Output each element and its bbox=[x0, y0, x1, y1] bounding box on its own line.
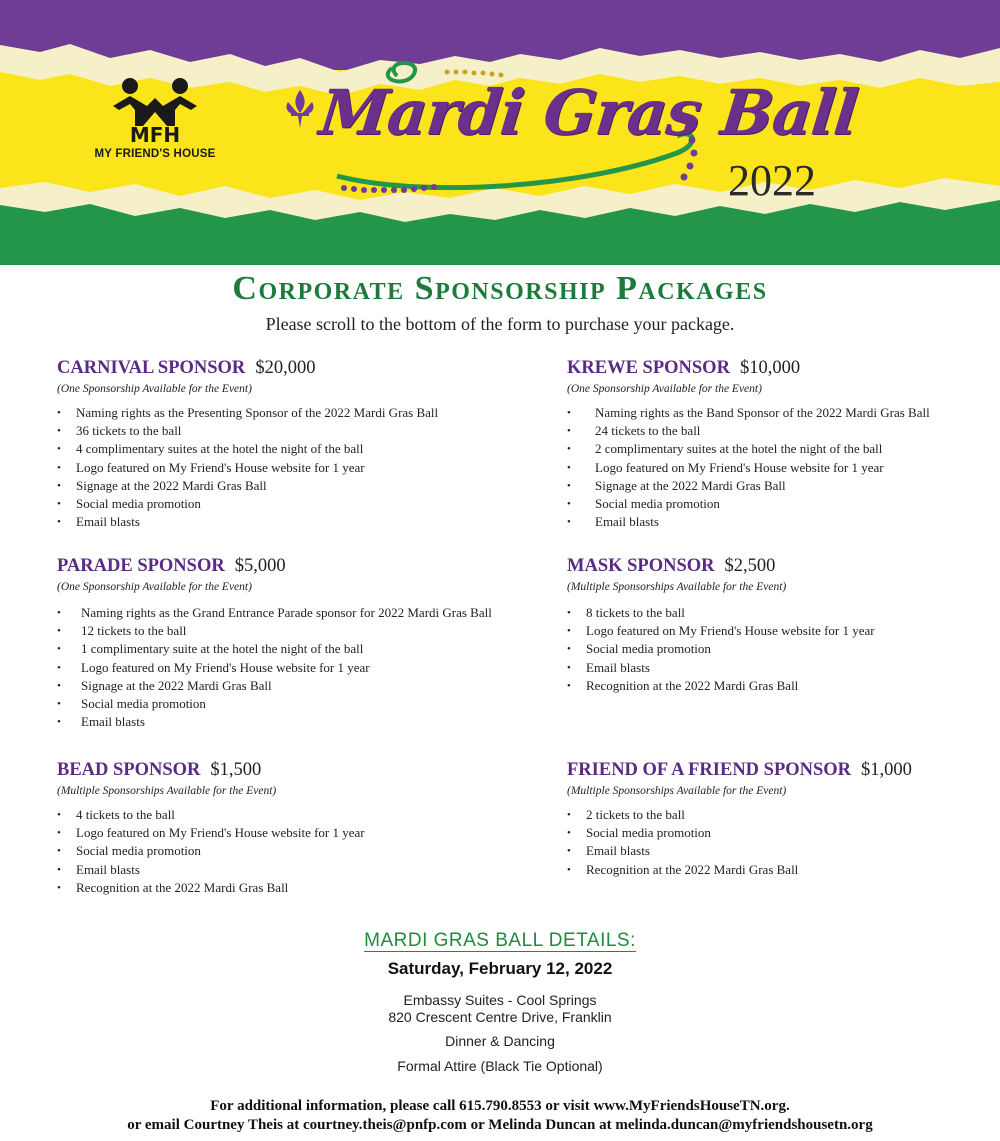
benefit-item: • Social media promotion bbox=[567, 824, 912, 842]
sponsor-name: FRIEND OF A FRIEND SPONSOR bbox=[567, 760, 852, 780]
benefit-item: • Email blasts bbox=[567, 842, 912, 860]
sponsor-parade bbox=[57, 555, 492, 731]
sponsor-price: $2,500 bbox=[724, 556, 776, 576]
benefit-item: • Email blasts bbox=[567, 659, 875, 677]
sponsor-price: $10,000 bbox=[739, 358, 801, 378]
sponsor-name: PARADE SPONSOR bbox=[57, 556, 225, 576]
my-friends-house-logo bbox=[80, 76, 230, 166]
benefit-item: • 24 tickets to the ball bbox=[567, 422, 930, 440]
event-title: Mardi Gras Ball bbox=[316, 76, 861, 149]
header-banner bbox=[0, 0, 1000, 265]
benefit-item: • 4 complimentary suites at the hotel the night of the ball bbox=[57, 440, 438, 458]
benefit-item: • Naming rights as the Grand Entrance Parade sponsor for 2022 Mardi Gras Ball bbox=[57, 604, 492, 622]
benefit-list bbox=[567, 604, 875, 695]
event-address: 820 Crescent Centre Drive, Franklin bbox=[388, 1009, 612, 1025]
benefit-item: • Logo featured on My Friend's House website for 1 year bbox=[567, 459, 930, 477]
sponsor-carnival bbox=[57, 357, 438, 531]
benefit-item: • 1 complimentary suite at the hotel the night of the ball bbox=[57, 640, 492, 658]
benefit-item: • Social media promotion bbox=[57, 495, 438, 513]
benefit-item: • Social media promotion bbox=[567, 495, 930, 513]
sponsor-mask bbox=[567, 555, 875, 695]
benefit-item: • Naming rights as the Presenting Sponsor of the 2022 Mardi Gras Ball bbox=[57, 404, 438, 422]
logo-figures-icon bbox=[105, 76, 205, 146]
benefit-item: • 2 tickets to the ball bbox=[567, 806, 912, 824]
benefit-item: • Logo featured on My Friend's House website for 1 year bbox=[567, 622, 875, 640]
benefit-item: • Email blasts bbox=[567, 513, 930, 531]
sponsor-name: CARNIVAL SPONSOR bbox=[57, 358, 246, 378]
page-subtitle: Please scroll to the bottom of the form to purchase your package. bbox=[265, 314, 735, 334]
sponsor-note: (One Sponsorship Available for the Event) bbox=[567, 383, 762, 395]
benefit-item: • 8 tickets to the ball bbox=[567, 604, 875, 622]
fleur-de-lis-icon bbox=[286, 90, 313, 128]
sponsor-note: (Multiple Sponsorships Available for the Event) bbox=[567, 581, 787, 593]
benefit-item: • 4 tickets to the ball bbox=[57, 806, 365, 824]
event-attire: Formal Attire (Black Tie Optional) bbox=[397, 1058, 603, 1074]
benefit-item: • 2 complimentary suites at the hotel the night of the ball bbox=[567, 440, 930, 458]
sponsor-name: MASK SPONSOR bbox=[567, 556, 715, 576]
sponsor-bead bbox=[57, 759, 365, 897]
sponsor-friend-of-a-friend bbox=[567, 759, 912, 879]
sponsor-note: (Multiple Sponsorships Available for the Event) bbox=[567, 785, 787, 797]
benefit-list bbox=[57, 604, 492, 731]
benefit-item: • Signage at the 2022 Mardi Gras Ball bbox=[567, 477, 930, 495]
benefit-item: • Recognition at the 2022 Mardi Gras Ball bbox=[57, 879, 365, 897]
benefit-item: • Naming rights as the Band Sponsor of the 2022 Mardi Gras Ball bbox=[567, 404, 930, 422]
contact-line-phone-web: For additional information, please call 615.790.8553 or visit www.MyFriendsHouseTN.org. bbox=[210, 1098, 790, 1114]
details-heading-text: MARDI GRAS BALL DETAILS: bbox=[364, 930, 636, 951]
benefit-list bbox=[567, 404, 930, 531]
benefit-item: • Social media promotion bbox=[567, 640, 875, 658]
benefit-list bbox=[567, 806, 912, 879]
logo-letters: MFH bbox=[129, 123, 181, 146]
benefit-item: • Social media promotion bbox=[57, 695, 492, 713]
benefit-item: • Signage at the 2022 Mardi Gras Ball bbox=[57, 677, 492, 695]
benefit-item: • Recognition at the 2022 Mardi Gras Ball bbox=[567, 677, 875, 695]
benefit-item: • Email blasts bbox=[57, 861, 365, 879]
sponsor-price: $20,000 bbox=[255, 358, 316, 378]
sponsor-price: $1,000 bbox=[861, 760, 912, 780]
benefit-item: • Email blasts bbox=[57, 713, 492, 731]
benefit-item: • Recognition at the 2022 Mardi Gras Ball bbox=[567, 861, 912, 879]
page-title: Corporate Sponsorship Packages bbox=[232, 270, 768, 307]
sponsor-note: (Multiple Sponsorships Available for the Event) bbox=[57, 785, 277, 797]
sponsor-krewe bbox=[567, 357, 930, 531]
contact-line-email: or email Courtney Theis at courtney.theis@pnfp.com or Melinda Duncan at melinda.duncan@myfriendshousetn.org bbox=[127, 1117, 873, 1133]
sponsor-note: (One Sponsorship Available for the Event) bbox=[57, 581, 252, 593]
sponsor-price: $1,500 bbox=[210, 760, 262, 780]
sponsor-price: $5,000 bbox=[234, 556, 286, 576]
org-name: MY FRIEND'S HOUSE bbox=[94, 148, 216, 160]
benefit-list bbox=[57, 404, 438, 531]
details-heading bbox=[0, 930, 1000, 952]
benefit-item: • 12 tickets to the ball bbox=[57, 622, 492, 640]
event-activity: Dinner & Dancing bbox=[445, 1033, 555, 1049]
benefit-item: • Social media promotion bbox=[57, 842, 365, 860]
event-date: Saturday, February 12, 2022 bbox=[387, 959, 613, 978]
benefit-item: • Logo featured on My Friend's House website for 1 year bbox=[57, 824, 365, 842]
benefit-item: • Signage at the 2022 Mardi Gras Ball bbox=[57, 477, 438, 495]
sponsor-name: BEAD SPONSOR bbox=[57, 760, 201, 780]
benefit-item: • Email blasts bbox=[57, 513, 438, 531]
sponsor-note: (One Sponsorship Available for the Event) bbox=[57, 383, 252, 395]
event-venue: Embassy Suites - Cool Springs bbox=[403, 992, 597, 1008]
benefit-item: • 36 tickets to the ball bbox=[57, 422, 438, 440]
sponsor-name: KREWE SPONSOR bbox=[567, 358, 730, 378]
event-year: 2022 bbox=[728, 156, 816, 205]
benefit-item: • Logo featured on My Friend's House website for 1 year bbox=[57, 659, 492, 677]
benefit-item: • Logo featured on My Friend's House website for 1 year bbox=[57, 459, 438, 477]
benefit-list bbox=[57, 806, 365, 897]
